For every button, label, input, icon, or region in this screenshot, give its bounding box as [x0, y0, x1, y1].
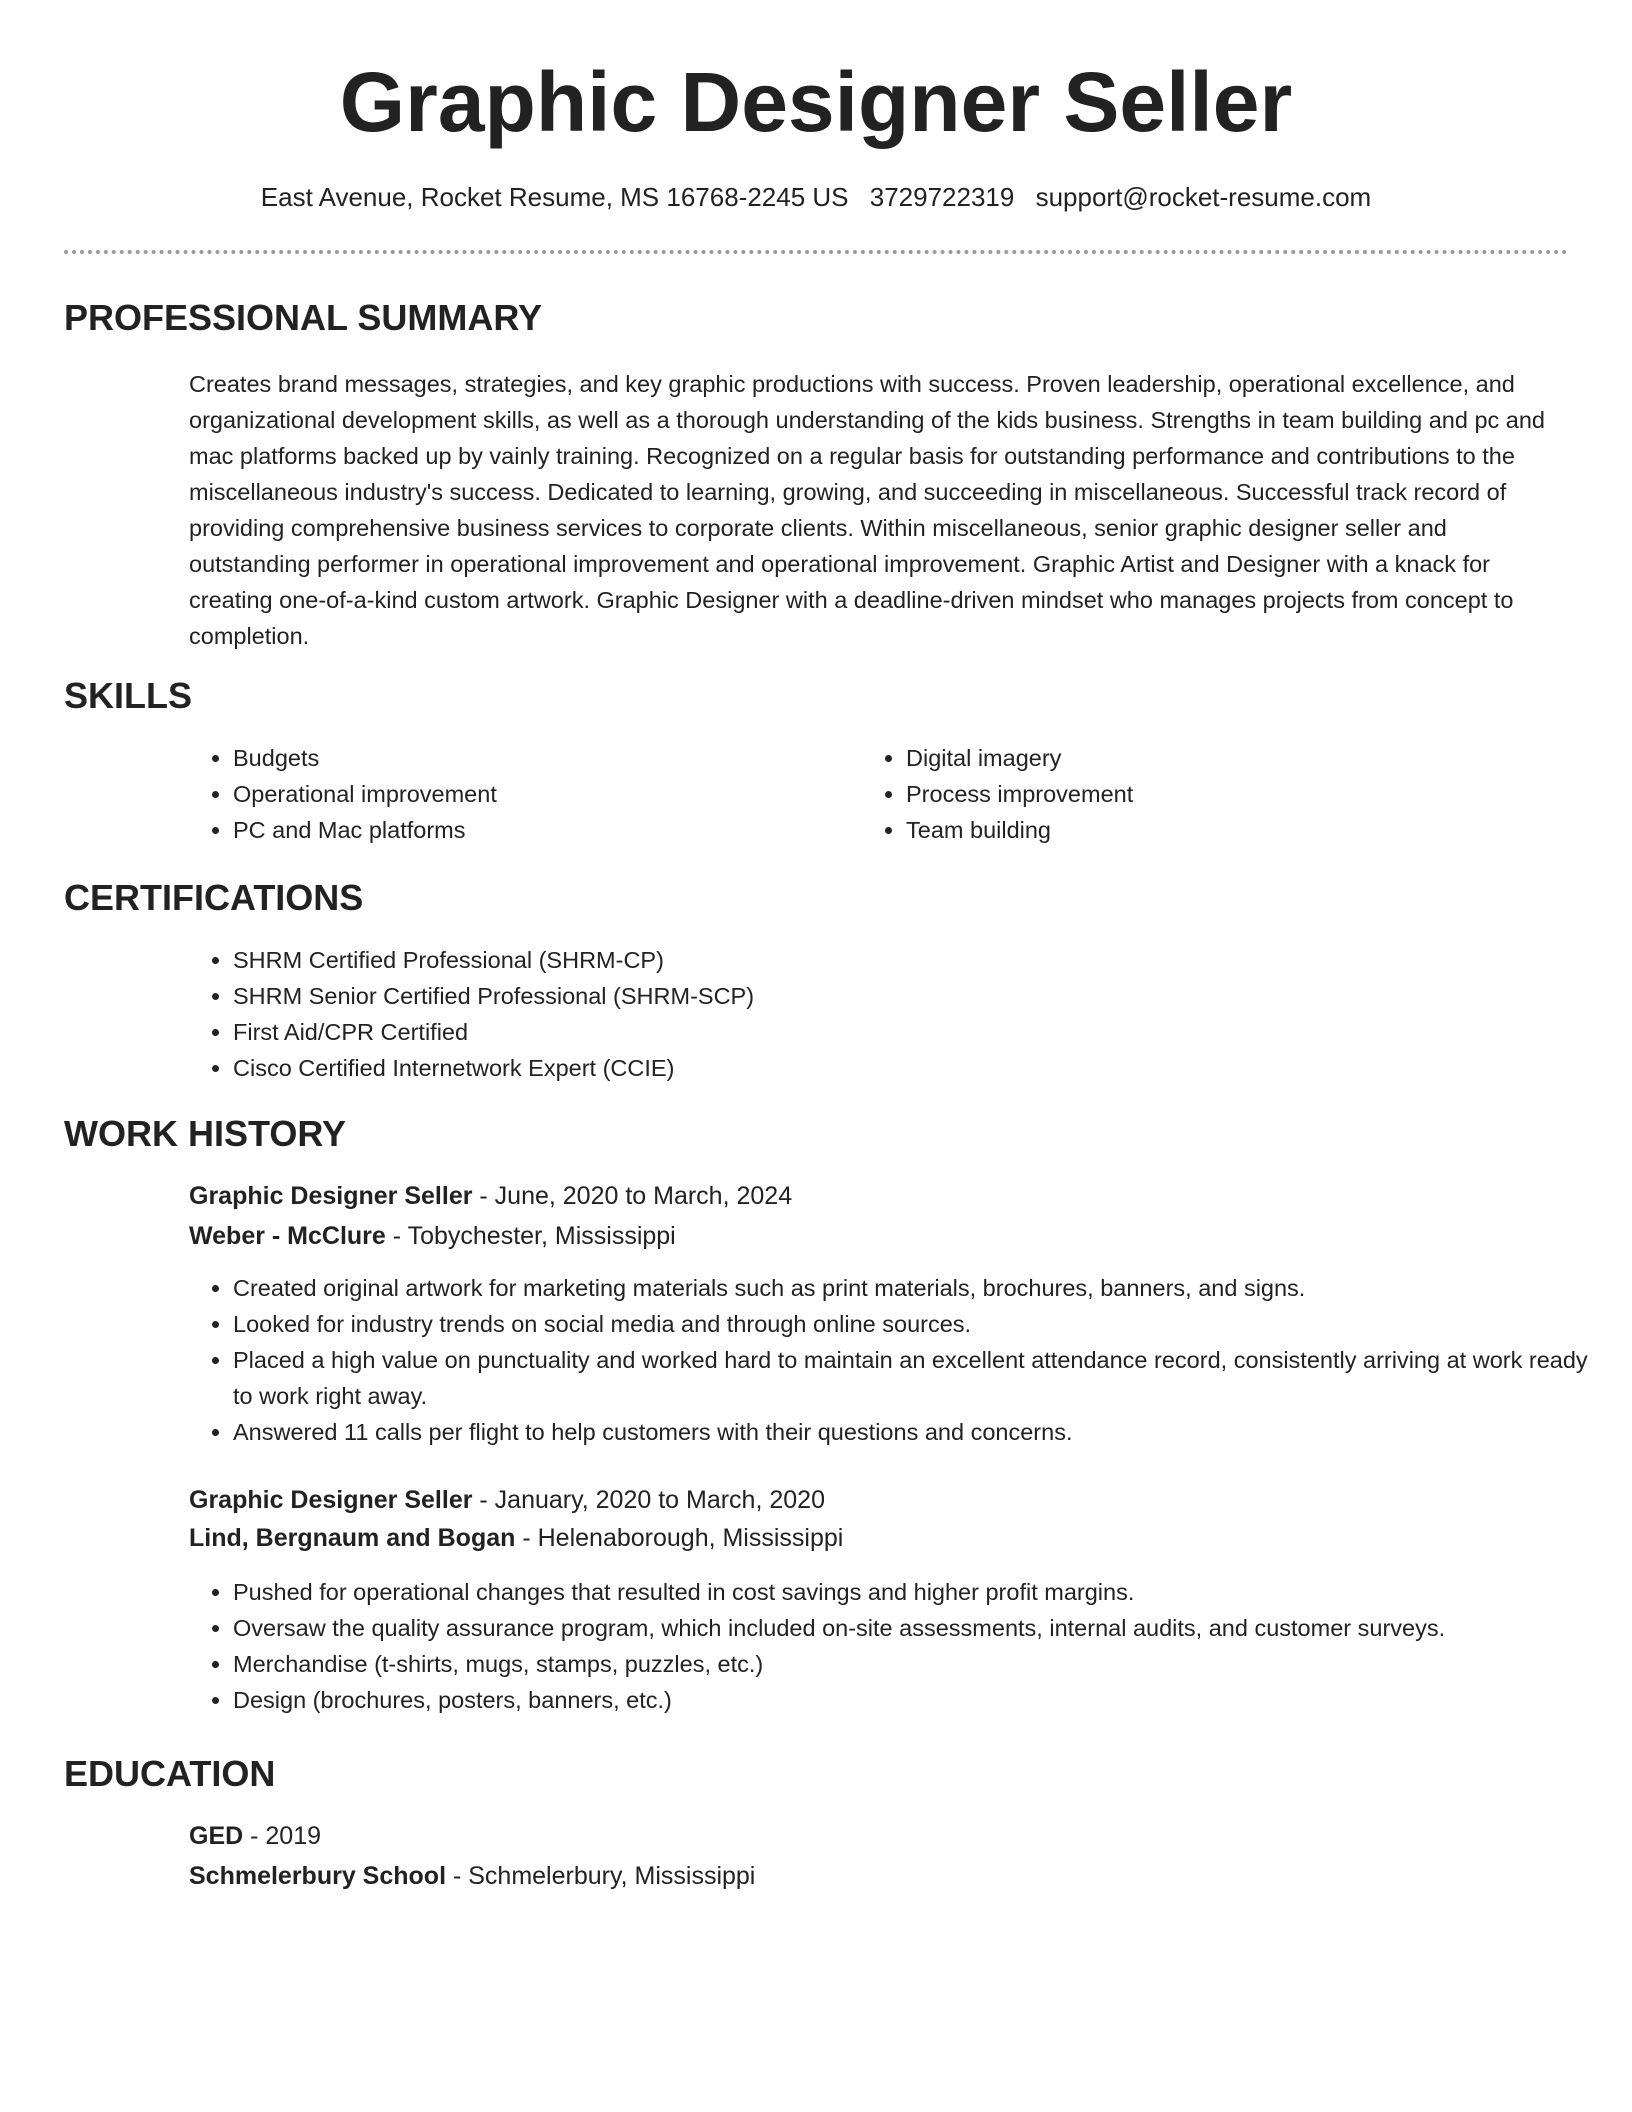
header-divider: [64, 250, 1568, 254]
job-bullet: • Pushed for operational changes that resulted in cost savings and higher profit margins.: [233, 1574, 1598, 1610]
job-location: - Helenaborough, Mississippi: [515, 1524, 844, 1552]
job-bullet: • Design (brochures, posters, banners, etc.): [233, 1682, 1598, 1718]
skill-item: • Operational improvement: [233, 776, 853, 812]
education-year: - 2019: [243, 1822, 322, 1850]
job-bullet: • Merchandise (t-shirts, mugs, stamps, puzzles, etc.): [233, 1646, 1598, 1682]
section-title-education: EDUCATION: [64, 1753, 276, 1794]
section-title-certifications: CERTIFICATIONS: [64, 877, 364, 918]
skills-list-left: [189, 740, 853, 848]
job-dates: - June, 2020 to March, 2024: [472, 1182, 793, 1210]
job-company: Lind, Bergnaum and Bogan: [189, 1524, 516, 1552]
job-bullets: [189, 1270, 1598, 1450]
skills-list-right: [862, 740, 1526, 848]
job-title-line: [189, 1482, 825, 1518]
education-school-line: [189, 1858, 755, 1894]
job-bullets: [189, 1574, 1598, 1718]
summary-text: Creates brand messages, strategies, and key graphic productions with success. Proven leadership, operational excellence, and organizational development skills, as well as a thorough understanding of the kids business. Strengths in team building and pc and mac platforms backed up by vainly training. Recognized on a regular basis for outstanding performance and contributions to the miscellaneous industry's success. Dedicated to learning, growing, and succeeding in miscellaneous. Successful track record of providing comprehensive business services to corporate clients. Within miscellaneous, senior graphic designer seller and outstanding performer in operational improvement and operational improvement. Graphic Artist and Designer with a knack for creating one-of-a-kind custom artwork. Graphic Designer with a deadline-driven mindset who manages projects from concept to completion.: [189, 371, 1546, 649]
job-bullet: • Answered 11 calls per flight to help customers with their questions and concerns.: [233, 1414, 1598, 1450]
certification-item: • SHRM Certified Professional (SHRM-CP): [233, 942, 1553, 978]
education-degree-line: [189, 1818, 321, 1854]
job-bullet: • Created original artwork for marketing materials such as print materials, brochures, banners, and signs.: [233, 1270, 1598, 1306]
section-title-work-history: WORK HISTORY: [64, 1113, 347, 1154]
skill-item: • Team building: [906, 812, 1526, 848]
job-role: Graphic Designer Seller: [189, 1486, 473, 1514]
resume-name: Graphic Designer Seller: [339, 55, 1293, 149]
education-school: Schmelerbury School: [189, 1862, 447, 1890]
job-company: Weber - McClure: [189, 1222, 386, 1250]
job-bullet: • Looked for industry trends on social media and through online sources.: [233, 1306, 1598, 1342]
contact-phone: 3729722319: [869, 182, 1015, 212]
section-title-summary: PROFESSIONAL SUMMARY: [64, 297, 543, 338]
job-title-line: [189, 1178, 792, 1214]
job-role: Graphic Designer Seller: [189, 1182, 473, 1210]
job-dates: - January, 2020 to March, 2020: [472, 1486, 825, 1514]
job-location: - Tobychester, Mississippi: [385, 1222, 676, 1250]
education-degree: GED: [189, 1822, 244, 1850]
certification-item: • SHRM Senior Certified Professional (SHRM-SCP): [233, 978, 1553, 1014]
contact-email: support@rocket-resume.com: [1035, 182, 1372, 212]
education-location: - Schmelerbury, Mississippi: [446, 1862, 756, 1890]
job-bullet: • Oversaw the quality assurance program, which included on-site assessments, internal audits, and customer surveys.: [233, 1610, 1598, 1646]
contact-line: [0, 179, 1632, 215]
section-title-skills: SKILLS: [64, 675, 193, 716]
contact-address: East Avenue, Rocket Resume, MS 16768-2245 US: [260, 182, 849, 212]
job-company-line: [189, 1520, 843, 1556]
skill-item: • PC and Mac platforms: [233, 812, 853, 848]
skill-item: • Digital imagery: [906, 740, 1526, 776]
skill-item: • Budgets: [233, 740, 853, 776]
certification-item: • Cisco Certified Internetwork Expert (CCIE): [233, 1050, 1553, 1086]
certification-item: • First Aid/CPR Certified: [233, 1014, 1553, 1050]
certifications-list: [189, 942, 1553, 1086]
skill-item: • Process improvement: [906, 776, 1526, 812]
job-bullet: • Placed a high value on punctuality and worked hard to maintain an excellent attendance record, consistently arriving at work ready to work right away.: [233, 1342, 1598, 1414]
job-company-line: [189, 1218, 676, 1254]
